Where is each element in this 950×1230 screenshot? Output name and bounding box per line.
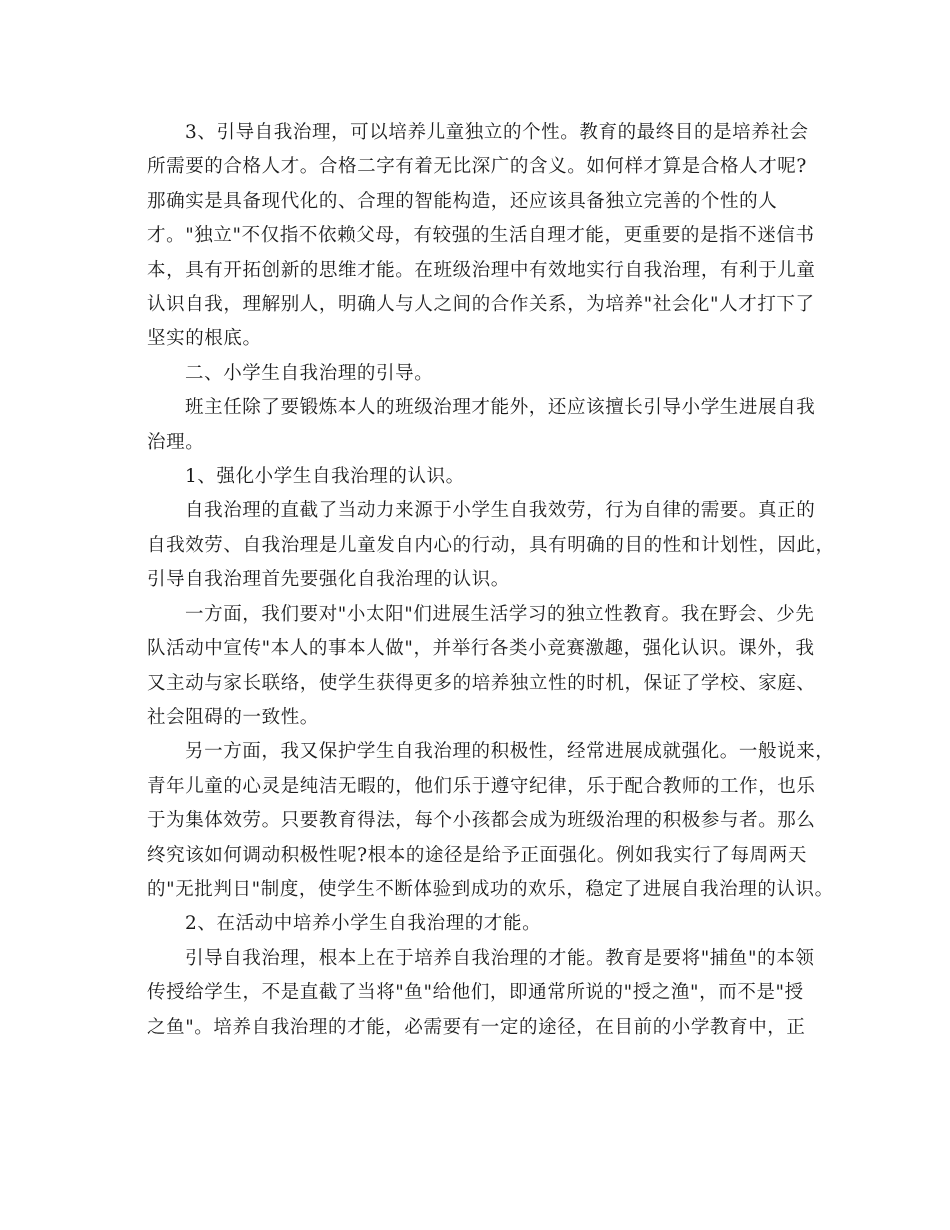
- text-line: 自我治理的直截了当动力来源于小学生自我效劳，行为自律的需要。真正的: [185, 500, 816, 522]
- text-line: 一方面，我们要对"小太阳"们进展生活学习的独立性教育。我在野会、少先: [185, 603, 815, 625]
- text-line: 本，具有开拓创新的思维才能。在班级治理中有效地实行自我治理，有利于儿童: [147, 259, 816, 281]
- subsection-heading: 2、在活动中培养小学生自我治理的才能。: [185, 913, 542, 935]
- text-line: 的"无批判日"制度，使学生不断体验到成功的欢乐，稳定了进展自我治理的认识。: [147, 878, 834, 900]
- text-line: 坚实的根底。: [147, 328, 262, 350]
- text-line: 班主任除了要锻炼本人的班级治理才能外，还应该擅长引导小学生进展自我: [185, 397, 816, 419]
- document-body: [147, 116, 835, 1045]
- text-line: 传授给学生，不是直截了当将"鱼"给他们，即通常所说的"授之渔"，而不是"授: [147, 982, 804, 1004]
- text-line: 3、引导自我治理，可以培养儿童独立的个性。教育的最终目的是培养社会: [185, 122, 809, 143]
- text-line: 又主动与家长联络，使学生获得更多的培养独立性的时机，保证了学校、家庭、: [147, 672, 816, 694]
- text-line: 自我效劳、自我治理是儿童发自内心的行动，具有明确的目的性和计划性，因此，: [147, 534, 835, 556]
- text-line: 引导自我治理首先要强化自我治理的认识。: [147, 569, 510, 591]
- text-line: 青年儿童的心灵是纯洁无暇的，他们乐于遵守纪律，乐于配合教师的工作，也乐: [147, 775, 816, 797]
- text-line: 另一方面，我又保护学生自我治理的积极性，经常进展成就强化。一般说来，: [185, 741, 835, 763]
- text-line: 引导自我治理，根本上在于培养自我治理的才能。教育是要将"捕鱼"的本领: [185, 947, 815, 969]
- text-line: 那确实是具备现代化的、合理的智能构造，还应该具备独立完善的个性的人: [147, 190, 778, 212]
- text-line: 于为集体效劳。只要教育得法，每个小孩都会成为班级治理的积极参与者。那么: [147, 810, 816, 832]
- section-heading: 二、小学生自我治理的引导。: [185, 362, 434, 384]
- text-line: 队活动中宣传"本人的事本人做"，并举行各类小竞赛激趣，强化认识。课外，我: [147, 638, 815, 660]
- subsection-heading: 1、强化小学生自我治理的认识。: [185, 466, 465, 488]
- text-line: 终究该如何调动积极性呢?根本的途径是给予正面强化。例如我实行了每周两天: [147, 844, 807, 866]
- text-line: 社会阻碍的一致性。: [147, 706, 319, 728]
- text-line: 才。"独立"不仅指不依赖父母，有较强的生活自理才能，更重要的是指不迷信书: [147, 225, 815, 247]
- text-line: 治理。: [147, 431, 205, 453]
- text-line: 之鱼"。培养自我治理的才能，必需要有一定的途径，在目前的小学教育中，正: [147, 1016, 806, 1038]
- text-line: 所需要的合格人才。合格二字有着无比深广的含义。如何样才算是合格人才呢?: [147, 156, 807, 178]
- text-line: 认识自我，理解别人，明确人与人之间的合作关系，为培养"社会化"人才打下了: [147, 294, 815, 316]
